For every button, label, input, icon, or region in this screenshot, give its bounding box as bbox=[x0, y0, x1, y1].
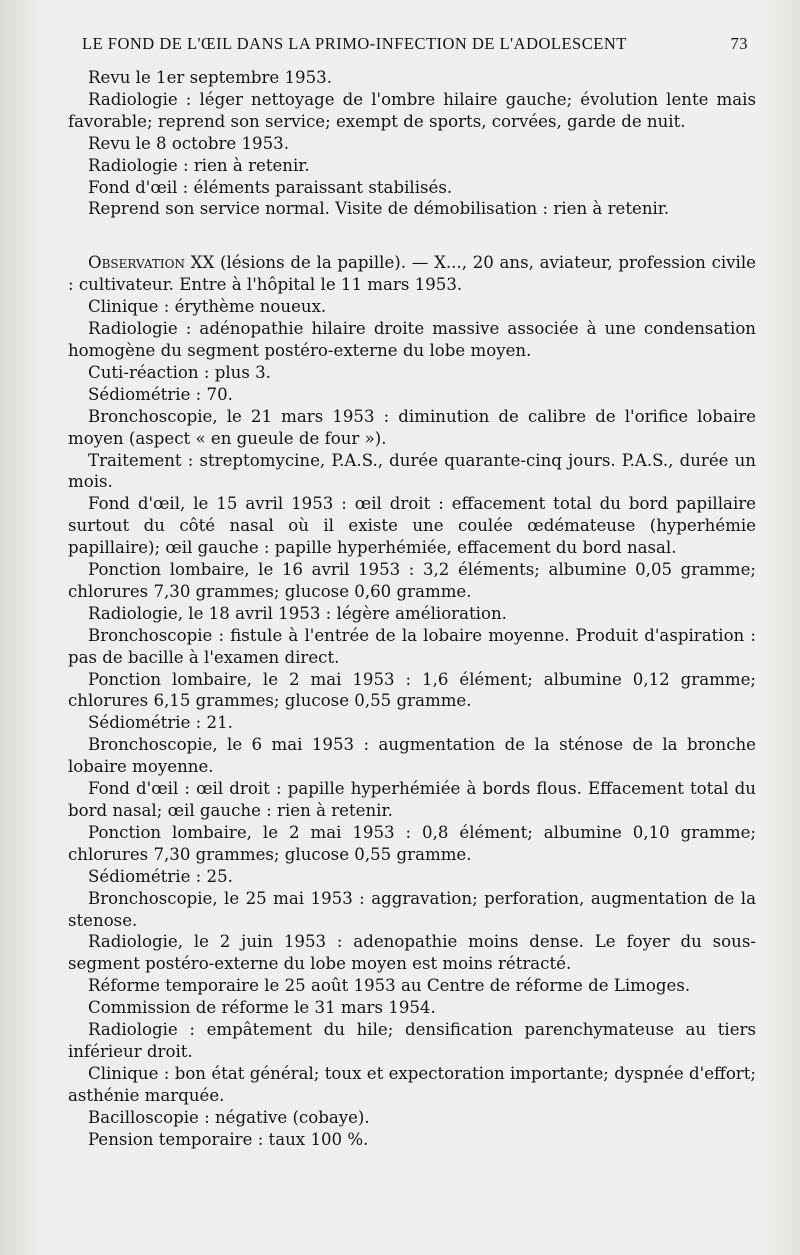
paragraph: Réforme temporaire le 25 août 1953 au Centre de réforme de Limoges. bbox=[88, 976, 691, 996]
paragraph: Radiologie : empâtement du hile; densification parenchymateuse au tiers inférieur droit. bbox=[68, 1020, 756, 1061]
paragraph: Revu le 8 octobre 1953. bbox=[88, 133, 289, 153]
paragraph: Fond d'œil, le 15 avril 1953 : œil droit : effacement total du bord papillaire surtout du côté nasal où il existe une coulée œdémateuse (hyperhémie papillaire); œil gauche : papille hyperhémiée, effacement du bord nasal. bbox=[68, 494, 756, 558]
paragraph: Radiologie, le 18 avril 1953 : légère amélioration. bbox=[88, 603, 507, 623]
paragraph: Bronchoscopie, le 6 mai 1953 : augmentation de la sténose de la bronche lobaire moyenne. bbox=[68, 735, 756, 777]
paragraph: Traitement : streptomycine, P.A.S., durée quarante-cinq jours. P.A.S., durée un mois. bbox=[68, 450, 756, 492]
paragraph: Clinique : érythème noueux. bbox=[88, 297, 327, 317]
paragraph: Radiologie : rien à retenir. bbox=[88, 155, 310, 175]
paragraph: Cuti-réaction : plus 3. bbox=[88, 362, 271, 382]
paragraph: Revu le 1er septembre 1953. bbox=[88, 68, 332, 87]
observation-text: XX (lésions de la papille). — X..., 20 ans, aviateur, profession civile : cultivateur. Entre à l'hôpital le 11 mars 1953. bbox=[68, 253, 756, 295]
paragraph: Bronchoscopie, le 21 mars 1953 : diminution de calibre de l'orifice lobaire moyen (aspect « en gueule de four »). bbox=[68, 406, 756, 448]
paragraph: Commission de réforme le 31 mars 1954. bbox=[88, 998, 436, 1018]
paragraph: Radiologie : adénopathie hilaire droite massive associée à une condensation homogène du segment postéro-externe du lobe moyen. bbox=[68, 319, 756, 360]
paragraph: Sédiométrie : 70. bbox=[88, 384, 233, 404]
paragraph: Reprend son service normal. Visite de démobilisation : rien à retenir. bbox=[88, 199, 670, 219]
paragraph: Pension temporaire : taux 100 %. bbox=[88, 1129, 369, 1149]
paragraph: Bronchoscopie : fistule à l'entrée de la lobaire moyenne. Produit d'aspiration : pas de bacille à l'examen direct. bbox=[68, 625, 756, 667]
running-header bbox=[82, 34, 748, 54]
paragraph: Radiologie, le 2 juin 1953 : adenopathie moins dense. Le foyer du sous-segment postéro-externe du lobe moyen est moins rétracté. bbox=[68, 932, 756, 974]
paragraph: Ponction lombaire, le 16 avril 1953 : 3,2 éléments; albumine 0,05 gramme; chlorures 7,30 grammes; glucose 0,60 gramme. bbox=[68, 560, 756, 601]
paragraph: Ponction lombaire, le 2 mai 1953 : 1,6 élément; albumine 0,12 gramme; chlorures 6,15 grammes; glucose 0,55 gramme. bbox=[68, 669, 756, 711]
running-title: LE FOND DE L'ŒIL DANS LA PRIMO-INFECTION DE L'ADOLESCENT bbox=[82, 34, 627, 53]
paragraph: Fond d'œil : œil droit : papille hyperhémiée à bords flous. Effacement total du bord nasal; œil gauche : rien à retenir. bbox=[68, 779, 756, 820]
paragraph: Clinique : bon état général; toux et expectoration importante; dyspnée d'effort; asthénie marquée. bbox=[68, 1063, 756, 1105]
page-number: 73 bbox=[730, 34, 748, 53]
paragraph: Ponction lombaire, le 2 mai 1953 : 0,8 élément; albumine 0,10 gramme; chlorures 7,30 grammes; glucose 0,55 gramme. bbox=[68, 822, 756, 864]
observation-heading bbox=[68, 252, 756, 296]
paragraph: Radiologie : léger nettoyage de l'ombre hilaire gauche; évolution lente mais favorable; reprend son service; exempt de sports, corvées, garde de nuit. bbox=[68, 89, 756, 131]
document-body bbox=[68, 67, 756, 1151]
paragraph: Sédiométrie : 21. bbox=[88, 713, 233, 733]
observation-label: Observation bbox=[88, 253, 185, 273]
paragraph: Sédiométrie : 25. bbox=[88, 866, 233, 886]
paragraph: Fond d'œil : éléments paraissant stabilisés. bbox=[88, 177, 453, 197]
paragraph: Bronchoscopie, le 25 mai 1953 : aggravation; perforation, augmentation de la stenose. bbox=[68, 888, 756, 930]
paragraph: Bacilloscopie : négative (cobaye). bbox=[88, 1107, 370, 1127]
